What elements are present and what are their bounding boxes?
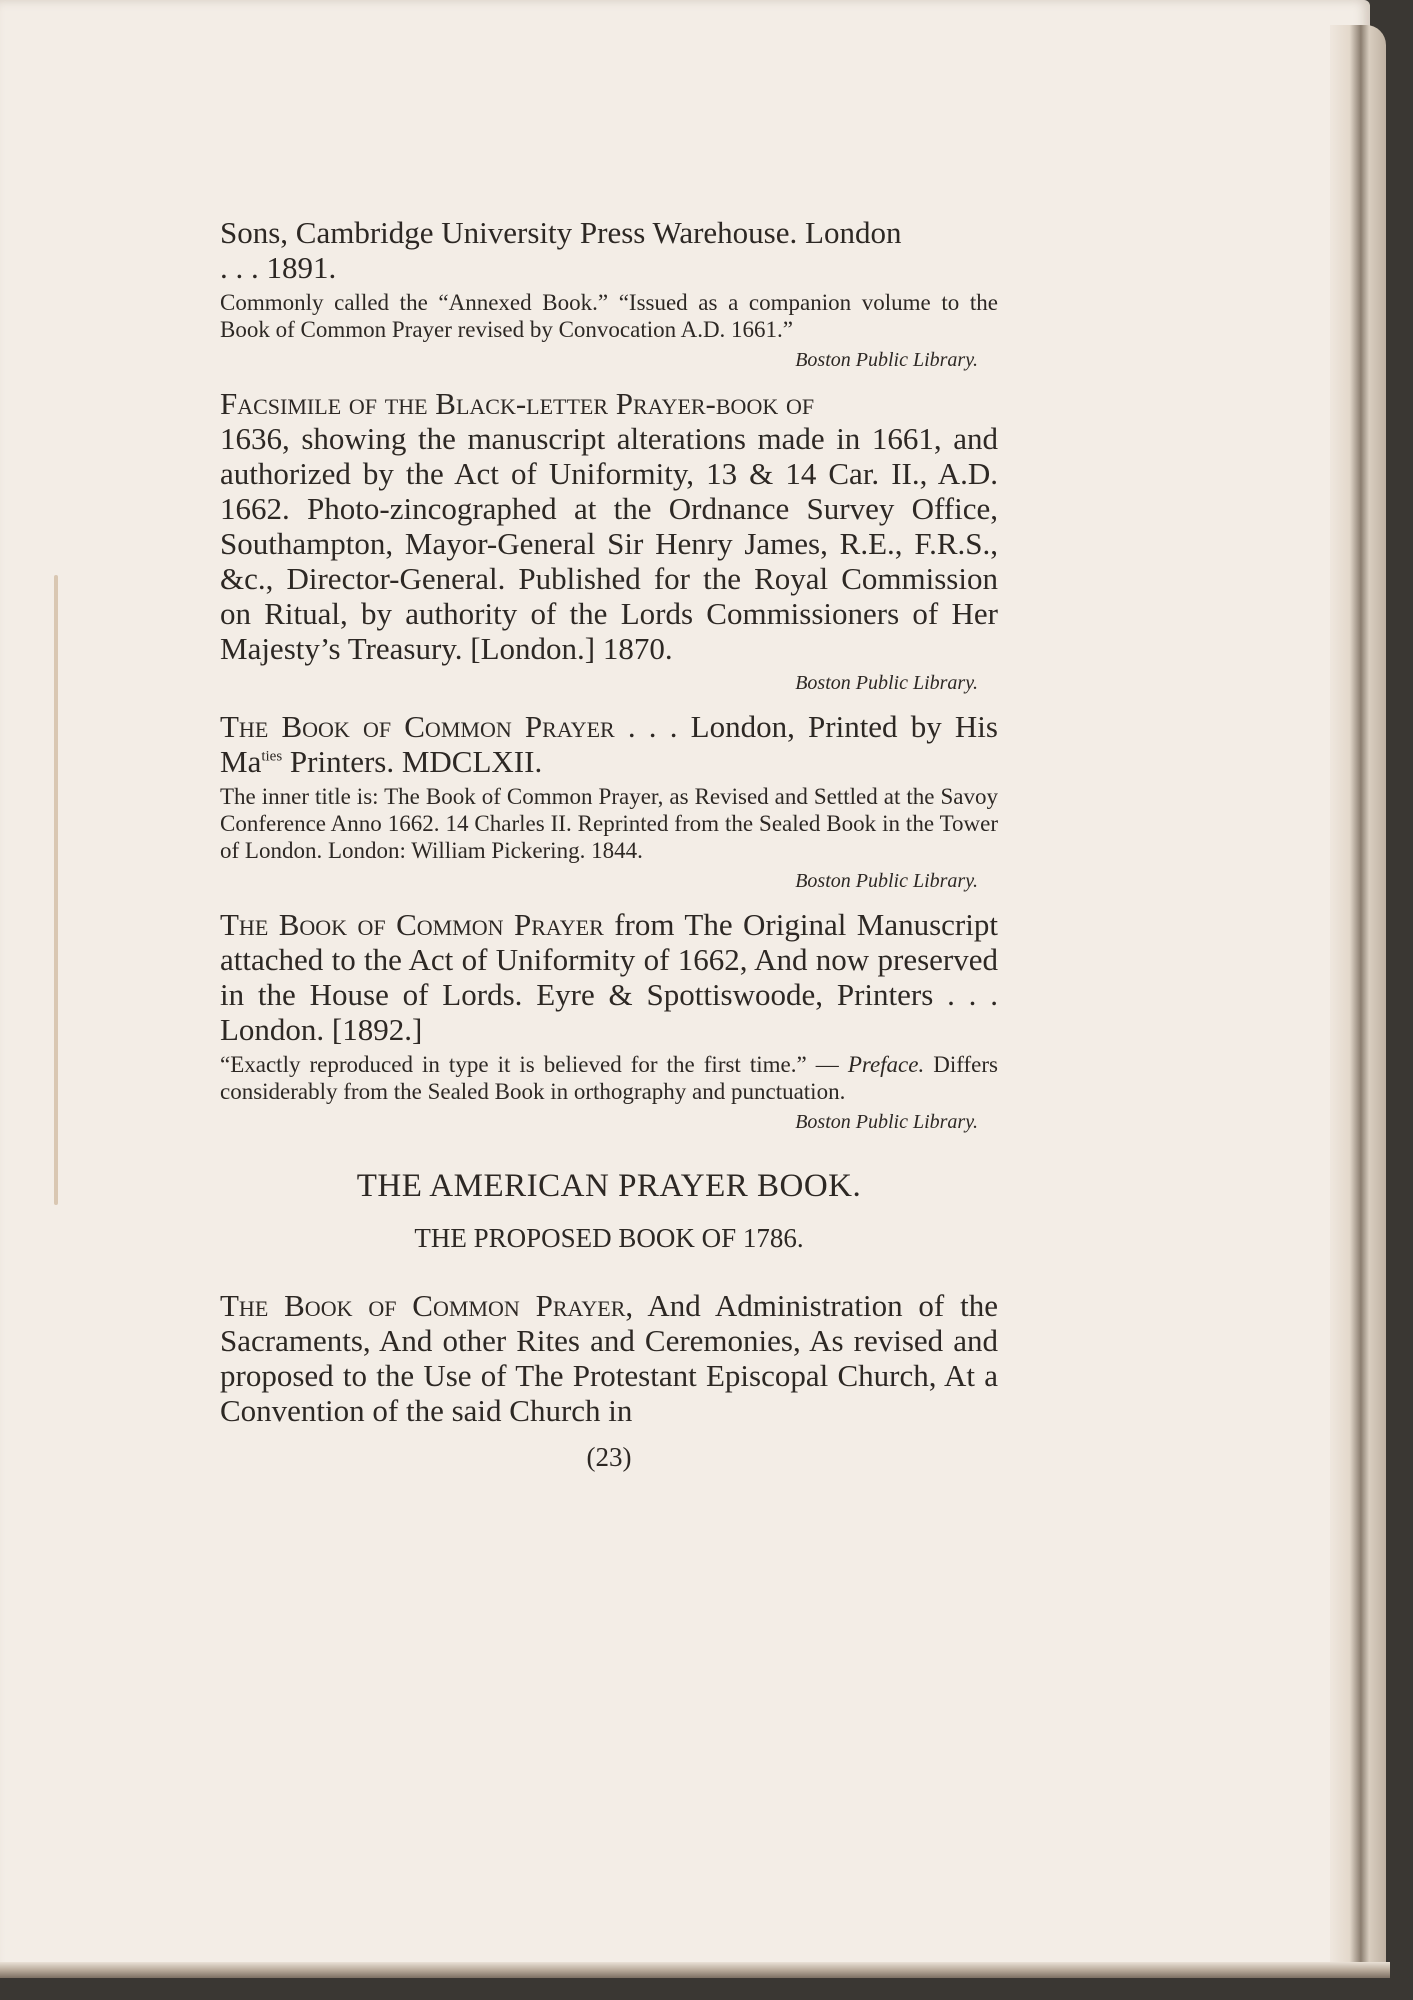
entry-0-line2: . . . 1891. <box>220 250 337 285</box>
entry-3-preface: Preface. <box>847 1052 925 1077</box>
page-text <box>220 215 998 1473</box>
spine-crease <box>54 575 58 1205</box>
entry-3-library: Boston Public Library. <box>795 1111 978 1133</box>
entry-2-citation <box>220 709 998 779</box>
entry-3-title: The Book of Common Prayer <box>220 907 604 942</box>
page-edge <box>1330 25 1386 1975</box>
entry-0-line1: Sons, Cambridge University Press Warehouse. London <box>220 215 902 250</box>
entry-3-note <box>220 1051 998 1105</box>
entry-2-body-b: Printers. MDCLXII. <box>282 744 543 779</box>
entry-3-quote: “Exactly reproduced in type it is believed for the first time.” — <box>220 1052 839 1077</box>
entry-2-title: The Book of Common Prayer <box>220 709 615 744</box>
entry-1-library: Boston Public Library. <box>795 672 978 694</box>
page-number: (23) <box>586 1442 632 1472</box>
bottom-page-edge <box>0 1962 1390 1978</box>
entry-3-citation <box>220 907 998 1047</box>
section-subheading: THE PROPOSED BOOK OF 1786. <box>414 1223 804 1253</box>
entry-2-library: Boston Public Library. <box>795 870 978 892</box>
section-heading: THE AMERICAN PRAYER BOOK. <box>356 1168 862 1204</box>
entry-4-body: And Administration of the Sacraments, And other Rites and Ceremonies, As revised and proposed to the Use of The Protestant Episcopal Church, At a Convention of the said Church in <box>220 1288 998 1428</box>
entry-2-note: The inner title is: The Book of Common Prayer, as Revised and Settled at the Savoy Conference Anno 1662. 14 Charles II. Reprinted from the Sealed Book in the Tower of London. London: William Pickering. 1844. <box>220 784 998 863</box>
entry-0-library: Boston Public Library. <box>795 349 978 371</box>
entry-1-body: 1636, showing the manuscript alterations made in 1661, and authorized by the Act of Uniformity, 13 & 14 Car. II., A.D. 1662. Photo-zincographed at the Ordnance Survey Office, Southampton, Mayor-General Sir Henry James, R.E., F.R.S., &c., Director-General. Published for the Royal Commission on Ritual, by authority of the Lords Commissioners of Her Majesty’s Treasury. [London.] 1870. <box>220 421 998 666</box>
entry-4-citation <box>220 1288 998 1428</box>
entry-3-body: from The Original Manuscript attached to the Act of Uniformity of 1662, And now preserved in the House of Lords. Eyre & Spottiswoode, Printers . . . London. [1892.] <box>220 907 998 1047</box>
entry-4-title: The Book of Common Prayer, <box>220 1288 634 1323</box>
entry-0-note: Commonly called the “Annexed Book.” “Issued as a companion volume to the Book of Common Prayer revised by Convocation A.D. 1661.” <box>220 290 998 342</box>
entry-2-sup: ties <box>261 748 283 765</box>
entry-2-body-a: . . . London, Printed by His Ma <box>220 709 998 779</box>
entry-1-title: Facsimile of the Black-letter Prayer-book of <box>220 386 815 421</box>
entry-3-note-rest: Differs considerably from the Sealed Book in orthography and punctuation. <box>220 1052 999 1104</box>
